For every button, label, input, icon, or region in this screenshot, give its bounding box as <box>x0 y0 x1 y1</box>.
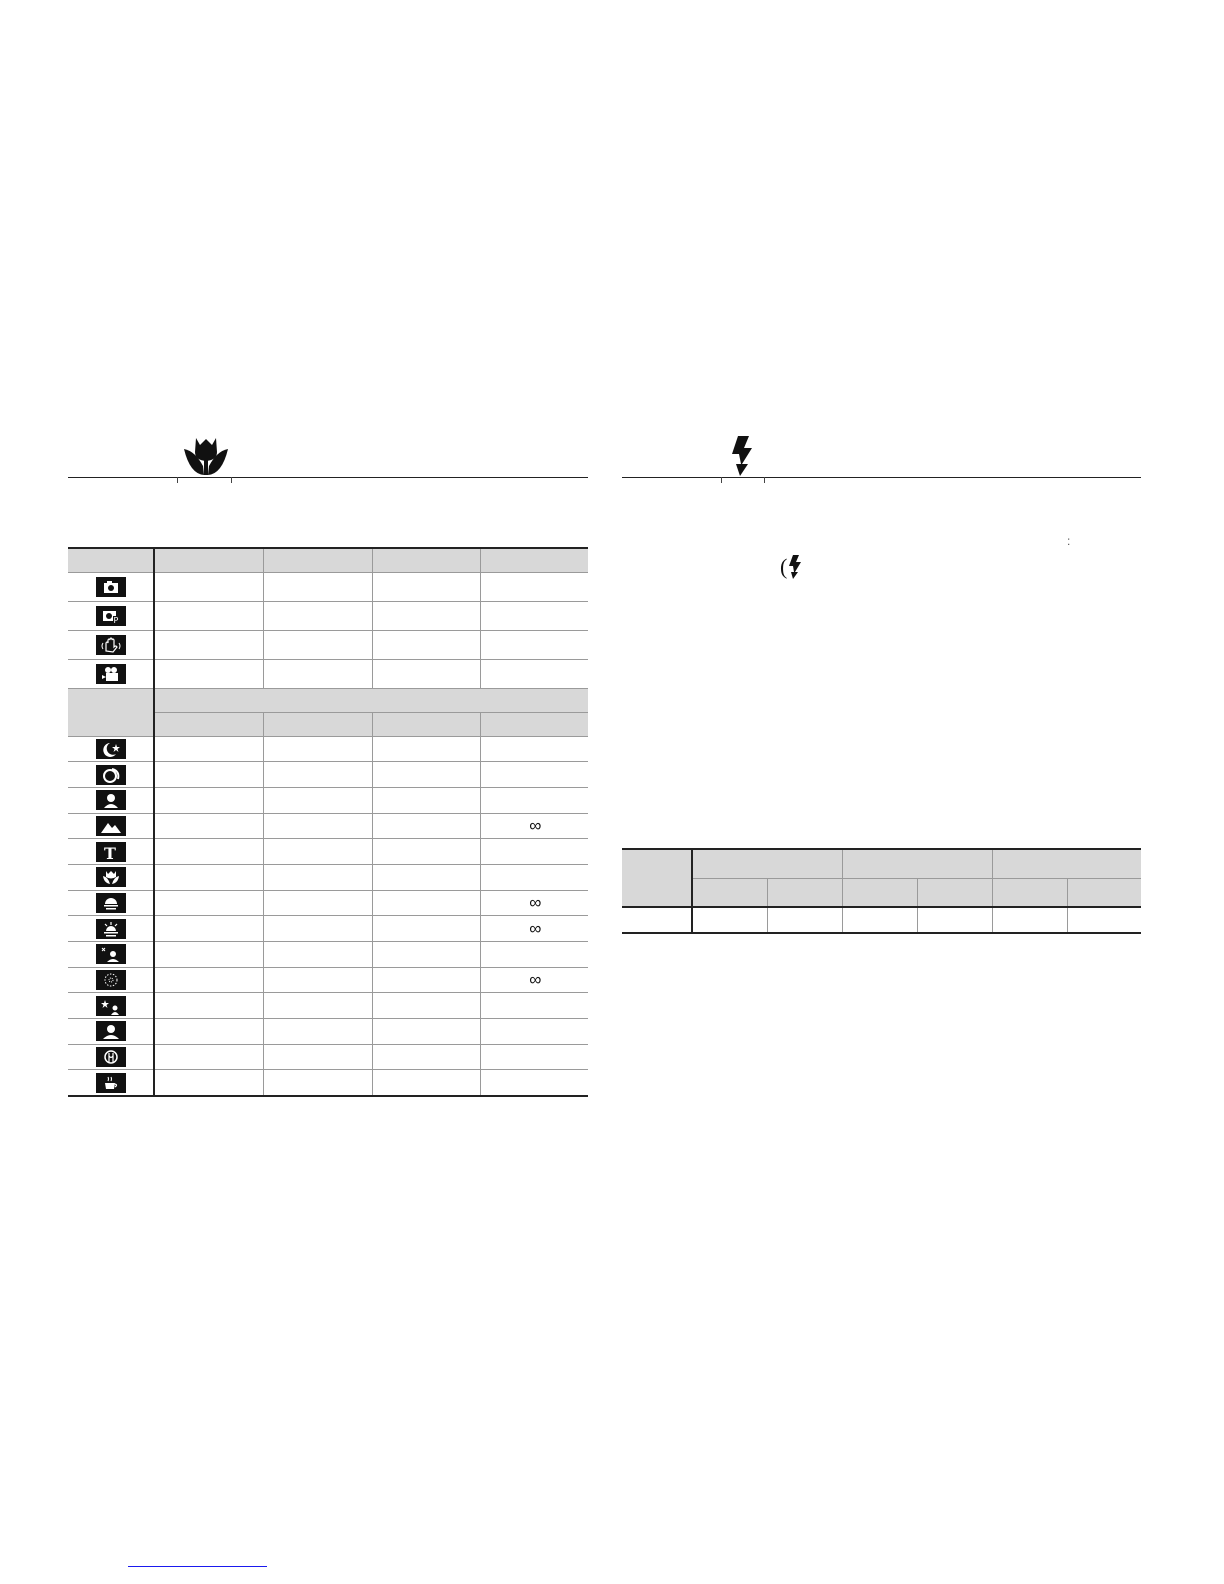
mode-icon-cell <box>68 813 154 839</box>
table-cell <box>372 916 480 942</box>
table-row <box>68 572 588 601</box>
mode-icon-cell <box>68 630 154 659</box>
beach-snow-icon <box>96 996 126 1016</box>
table-cell <box>372 601 480 630</box>
table-row <box>68 787 588 813</box>
table-cell <box>263 993 372 1019</box>
table-cell <box>154 916 263 942</box>
table-cell <box>263 1044 372 1070</box>
program-camera-icon <box>96 606 126 626</box>
mode-icon-cell <box>68 890 154 916</box>
table-row <box>68 601 588 630</box>
dual-is-hand-icon <box>96 635 126 655</box>
table-row <box>68 993 588 1019</box>
flash-group-header <box>992 849 1141 878</box>
table-row <box>68 762 588 788</box>
table-cell <box>154 787 263 813</box>
table-cell <box>263 942 372 968</box>
flash-cell <box>767 907 842 933</box>
table-cell <box>263 839 372 865</box>
table-cell <box>372 1044 480 1070</box>
flash-range-table <box>622 848 1141 934</box>
scene-group-header-cell <box>154 688 588 712</box>
scene-group-row <box>68 688 588 712</box>
table-cell <box>372 839 480 865</box>
table-row <box>68 864 588 890</box>
table-row <box>68 736 588 762</box>
table-cell <box>154 659 263 688</box>
table-cell <box>154 890 263 916</box>
table-cell <box>480 839 588 865</box>
table-cell <box>263 787 372 813</box>
table-row <box>68 1070 588 1096</box>
macro-focus-table <box>68 547 588 1097</box>
table-cell <box>154 1070 263 1096</box>
table-cell <box>480 762 588 788</box>
mode-icon-cell <box>68 1019 154 1045</box>
flash-corner-cell <box>622 849 692 907</box>
landscape-icon <box>96 816 126 836</box>
camera-icon <box>96 577 126 597</box>
mode-icon-cell <box>68 993 154 1019</box>
table-cell <box>372 1070 480 1096</box>
left-rule-tick <box>231 477 232 483</box>
table-cell <box>480 1070 588 1096</box>
table-cell <box>480 572 588 601</box>
table-cell <box>263 572 372 601</box>
mode-icon-cell <box>68 736 154 762</box>
header-cell <box>68 548 154 572</box>
mode-icon-cell <box>68 601 154 630</box>
table-row <box>68 630 588 659</box>
header-cell <box>372 548 480 572</box>
table-cell <box>263 864 372 890</box>
mode-icon-cell <box>68 1044 154 1070</box>
flash-group-header <box>692 849 842 878</box>
mode-icon-cell <box>68 762 154 788</box>
table-row <box>68 1019 588 1045</box>
self-shot-icon <box>96 1021 126 1041</box>
table-cell <box>372 572 480 601</box>
table-cell <box>263 813 372 839</box>
table-cell <box>480 1019 588 1045</box>
table-cell <box>154 601 263 630</box>
table-cell <box>480 967 588 993</box>
table-cell <box>154 762 263 788</box>
table-cell <box>154 736 263 762</box>
header-cell <box>263 548 372 572</box>
table-row <box>68 967 588 993</box>
header-cell <box>480 548 588 572</box>
table-cell <box>263 1070 372 1096</box>
svg-text:P: P <box>113 615 118 625</box>
flash-cell <box>917 907 992 933</box>
flash-cell <box>1067 907 1141 933</box>
text-icon <box>96 842 126 862</box>
infinity-value: ∞ <box>529 815 542 835</box>
infinity-value: ∞ <box>529 918 542 938</box>
table-row <box>68 890 588 916</box>
table-cell <box>372 736 480 762</box>
table-cell <box>263 967 372 993</box>
table-cell <box>372 890 480 916</box>
flash-subheader-row <box>622 878 1141 907</box>
flash-subheader <box>992 878 1067 907</box>
right-rule-tick <box>721 477 722 483</box>
flash-group-header <box>842 849 992 878</box>
flash-cell <box>992 907 1067 933</box>
table-cell <box>263 630 372 659</box>
food-icon <box>96 1047 126 1067</box>
table-cell <box>372 864 480 890</box>
table-cell <box>372 762 480 788</box>
table-cell <box>480 659 588 688</box>
cafe-icon <box>96 1073 126 1093</box>
flash-subheader <box>692 878 767 907</box>
table-cell <box>480 890 588 916</box>
table-cell <box>372 813 480 839</box>
table-cell <box>154 864 263 890</box>
mode-icon-cell <box>68 967 154 993</box>
table-cell <box>372 993 480 1019</box>
mode-icon-cell <box>68 942 154 968</box>
portrait-icon <box>96 790 126 810</box>
sunset-icon <box>96 893 126 913</box>
right-header-rule <box>622 477 1141 478</box>
flash-header-icon <box>730 436 758 476</box>
mode-icon-cell <box>68 916 154 942</box>
table-cell <box>154 993 263 1019</box>
table-cell <box>480 864 588 890</box>
table-cell <box>372 630 480 659</box>
table-cell <box>154 942 263 968</box>
table-cell <box>154 572 263 601</box>
fireworks-icon <box>96 970 126 990</box>
table-cell <box>263 916 372 942</box>
table-cell <box>480 942 588 968</box>
table-cell <box>263 601 372 630</box>
children-icon <box>96 765 126 785</box>
scene-group-label-cell <box>68 688 154 736</box>
table-cell <box>480 736 588 762</box>
table-cell <box>263 762 372 788</box>
table-row <box>68 1044 588 1070</box>
table-cell <box>480 630 588 659</box>
table-row <box>68 813 588 839</box>
dawn-icon <box>96 919 126 939</box>
flash-subheader <box>842 878 917 907</box>
infinity-value: ∞ <box>529 970 542 990</box>
flash-data-row <box>622 907 1141 933</box>
table-cell <box>480 601 588 630</box>
flash-group-header-row <box>622 849 1141 878</box>
flash-subheader <box>767 878 842 907</box>
table-row <box>68 916 588 942</box>
header-cell <box>154 548 263 572</box>
table-cell <box>372 967 480 993</box>
table-cell <box>372 659 480 688</box>
table-cell <box>263 736 372 762</box>
table-cell <box>372 942 480 968</box>
table-cell <box>263 659 372 688</box>
stray-colon: : <box>1067 534 1071 548</box>
footer-link[interactable] <box>128 1566 267 1567</box>
table-header-row <box>68 548 588 572</box>
movie-camera-icon <box>96 664 126 684</box>
night-icon <box>96 739 126 759</box>
header-cell <box>263 712 372 736</box>
mode-icon-cell <box>68 787 154 813</box>
mode-icon-cell <box>68 659 154 688</box>
table-cell <box>154 813 263 839</box>
flash-subheader <box>917 878 992 907</box>
table-cell <box>480 993 588 1019</box>
flash-row-label <box>622 907 692 933</box>
left-rule-tick <box>177 477 178 483</box>
macro-header-icon <box>183 436 229 476</box>
backlight-icon <box>96 944 126 964</box>
table-cell <box>154 1044 263 1070</box>
table-cell <box>480 787 588 813</box>
header-cell <box>480 712 588 736</box>
infinity-value: ∞ <box>529 892 542 912</box>
svg-text:T: T <box>103 843 116 862</box>
mode-icon-cell <box>68 572 154 601</box>
mode-icon-cell <box>68 864 154 890</box>
table-row <box>68 659 588 688</box>
close-up-icon <box>96 867 126 887</box>
flash-subheader <box>1067 878 1141 907</box>
table-cell <box>480 1044 588 1070</box>
table-row <box>68 942 588 968</box>
table-cell <box>263 1019 372 1045</box>
table-cell <box>154 630 263 659</box>
flash-bolt-icon <box>788 555 804 579</box>
table-cell <box>480 813 588 839</box>
flash-cell <box>692 907 767 933</box>
table-cell <box>154 967 263 993</box>
table-cell <box>263 890 372 916</box>
mode-icon-cell <box>68 839 154 865</box>
inline-flash-reference <box>780 554 804 580</box>
table-cell <box>372 1019 480 1045</box>
table-cell <box>372 787 480 813</box>
header-cell <box>154 712 263 736</box>
open-paren: ( <box>780 554 788 579</box>
table-cell <box>154 839 263 865</box>
flash-cell <box>842 907 917 933</box>
table-cell <box>154 1019 263 1045</box>
right-rule-tick <box>764 477 765 483</box>
left-header-rule <box>68 477 588 478</box>
table-cell <box>480 916 588 942</box>
header-cell <box>372 712 480 736</box>
mode-icon-cell <box>68 1070 154 1096</box>
table-row <box>68 839 588 865</box>
